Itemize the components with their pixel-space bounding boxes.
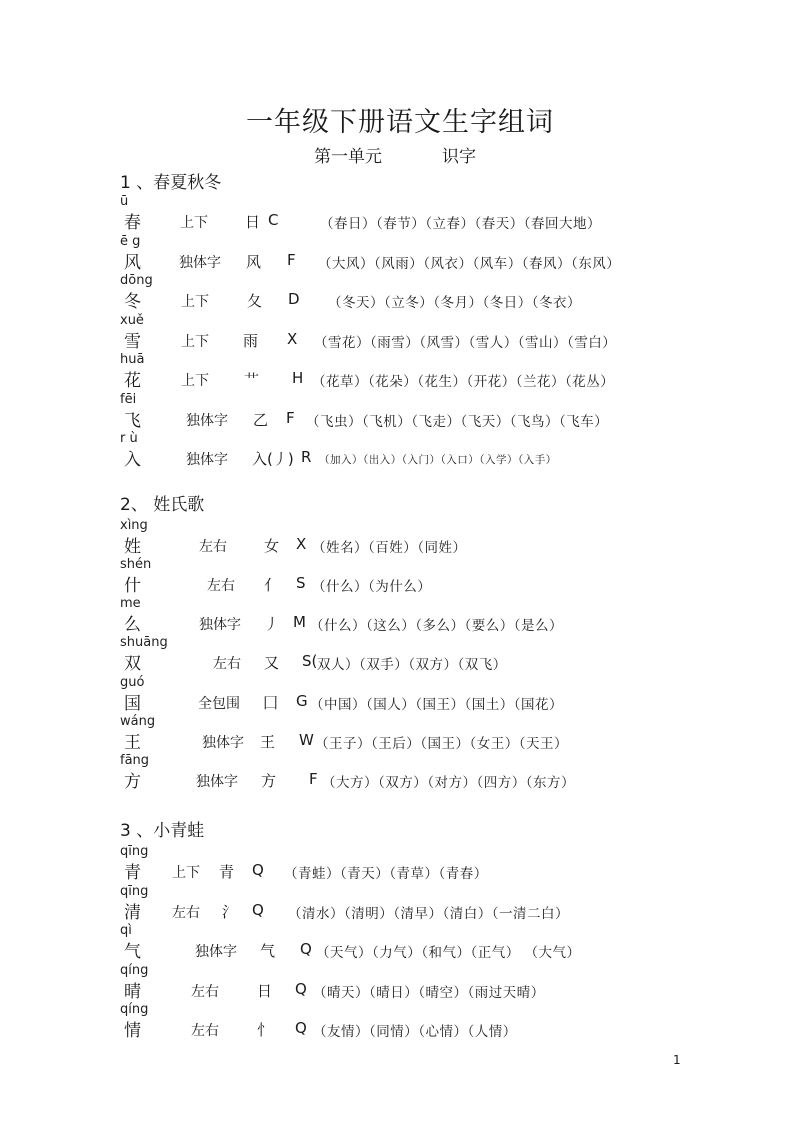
- index-letter: S: [296, 574, 306, 592]
- radical: 王: [260, 733, 276, 751]
- pinyin: ū: [120, 194, 129, 209]
- word-list: （冬天）（立冬）（冬月）（冬日）（冬衣）: [328, 295, 581, 311]
- radical: 风: [246, 253, 262, 271]
- radical: 日: [245, 213, 261, 231]
- radical: 日: [257, 982, 273, 1000]
- structure: 独体字: [199, 617, 241, 633]
- index-letter: H: [292, 369, 304, 387]
- structure: 左右: [191, 984, 219, 1000]
- pinyin: me: [120, 596, 141, 611]
- character-row: [0, 635, 800, 674]
- index-letter: F: [286, 409, 295, 427]
- radical: 女: [264, 537, 280, 555]
- word-list: （加入）（出入）（入门）（入口）（入学）（入手）: [319, 454, 557, 466]
- structure: 上下: [181, 334, 209, 350]
- structure: 独体字: [196, 774, 238, 790]
- character-row: [0, 753, 800, 792]
- character: 双: [124, 654, 141, 674]
- radical: 忄: [257, 1021, 273, 1039]
- section-heading: 2、 姓氏歌: [120, 495, 205, 515]
- structure: 独体字: [195, 944, 237, 960]
- pinyin: r ù: [120, 431, 138, 446]
- radical: 亻: [264, 576, 280, 594]
- character-row: [0, 675, 800, 714]
- radical: 乙: [253, 411, 269, 429]
- character-row: [0, 194, 800, 233]
- word-list: （花草）（花朵）（花生）（开花）（兰花）（花丛）: [312, 374, 615, 390]
- index-letter: X: [296, 535, 307, 553]
- radical: 方: [261, 772, 277, 790]
- structure: 独体字: [186, 452, 228, 468]
- structure: 上下: [172, 865, 200, 881]
- pinyin: ē g: [120, 234, 141, 249]
- word-list: （雪花）（雨雪）（风雪）（雪人）（雪山）（雪白）: [314, 335, 617, 351]
- character: 冬: [124, 292, 141, 312]
- index-letter: F: [287, 251, 296, 269]
- structure: 左右: [199, 539, 227, 555]
- word-list: （清水）（清明）（清早）（清白）（一清二白）: [288, 906, 569, 922]
- character-row: [0, 352, 800, 391]
- pinyin: guó: [120, 675, 145, 690]
- radical: 雨: [243, 332, 259, 350]
- radical: 青: [219, 863, 235, 881]
- structure: 上下: [181, 294, 209, 310]
- character-row: [0, 844, 800, 883]
- character: 飞: [124, 411, 141, 431]
- word-list: （什么）（为什么）: [312, 579, 432, 595]
- word-list: （姓名）（百姓）（同姓）: [312, 540, 467, 556]
- structure: 左右: [207, 578, 235, 594]
- pinyin: wáng: [120, 714, 156, 729]
- character: 王: [124, 733, 141, 753]
- character-row: [0, 1002, 800, 1041]
- structure: 上下: [180, 215, 208, 231]
- character-row: [0, 923, 800, 962]
- index-letter: Q: [252, 901, 264, 919]
- index-letter: Q: [252, 861, 264, 879]
- character-row: [0, 431, 800, 470]
- pinyin: qīng: [120, 844, 149, 859]
- pinyin: qì: [120, 923, 132, 938]
- index-letter: G: [296, 692, 308, 710]
- character-row: [0, 273, 800, 312]
- structure: 左右: [172, 905, 200, 921]
- character-row: [0, 313, 800, 352]
- index-letter: R: [301, 448, 312, 466]
- index-letter: S(: [302, 652, 318, 670]
- word-list: （中国）（国人）（国王）（国土）（国花）: [310, 697, 563, 713]
- word-list: （晴天）（晴日）（晴空）（雨过天晴）: [313, 985, 545, 1001]
- pinyin: shuāng: [120, 635, 168, 650]
- radical: 氵: [222, 903, 238, 921]
- structure: 独体字: [202, 735, 244, 751]
- structure: 左右: [191, 1023, 219, 1039]
- character: 清: [124, 903, 141, 923]
- pinyin: fāng: [120, 753, 150, 768]
- pinyin: huā: [120, 352, 145, 367]
- index-letter: M: [293, 613, 306, 631]
- character-row: [0, 557, 800, 596]
- section-heading: 3 、小青蛙: [120, 821, 205, 841]
- index-letter: F: [309, 770, 318, 788]
- character: 花: [124, 371, 141, 391]
- radical: 夂: [247, 292, 263, 310]
- page-number: 1: [673, 1053, 681, 1067]
- character: 风: [124, 253, 141, 273]
- structure: 上下: [181, 373, 209, 389]
- character: 雪: [124, 332, 141, 352]
- index-letter: X: [287, 330, 298, 348]
- pinyin: xìng: [120, 518, 148, 533]
- structure: 独体字: [179, 255, 221, 271]
- index-letter: W: [299, 731, 314, 749]
- word-list: （春日）（春节）（立春）（春天）（春回大地）: [320, 216, 601, 232]
- character: 国: [124, 694, 141, 714]
- word-list: （王子）（王后）（国王）（女王）（天王）: [315, 736, 568, 752]
- character-row: [0, 518, 800, 557]
- index-letter: Q: [295, 1019, 307, 1037]
- word-list: （什么）（这么）（多么）（要么）（是么）: [310, 618, 563, 634]
- character: 姓: [124, 537, 141, 557]
- pinyin: shén: [120, 557, 152, 572]
- radical: 入(丿): [252, 450, 294, 468]
- structure: 独体字: [186, 413, 228, 429]
- character-row: [0, 596, 800, 635]
- pinyin: qíng: [120, 963, 149, 978]
- pinyin: dōng: [120, 273, 153, 288]
- pinyin: xuě: [120, 313, 144, 328]
- index-letter: C: [268, 211, 279, 229]
- radical: 囗: [263, 694, 279, 712]
- radical: 气: [260, 942, 276, 960]
- character: 气: [124, 942, 141, 962]
- character-row: [0, 234, 800, 273]
- character-row: [0, 884, 800, 923]
- radical: 艹: [244, 371, 260, 389]
- pinyin: qíng: [120, 1002, 149, 1017]
- pinyin: fēi: [120, 392, 137, 407]
- character: 春: [124, 213, 141, 233]
- character: 晴: [124, 982, 141, 1002]
- character: 么: [124, 615, 141, 635]
- section-heading: 1 、春夏秋冬: [120, 173, 222, 193]
- character: 青: [124, 863, 141, 883]
- radical: 丿: [264, 615, 280, 633]
- index-letter: Q: [295, 980, 307, 998]
- unit-type: 识字: [442, 147, 476, 167]
- word-list: （大风）（风雨）（风衣）（风车）（春风）（东风）: [318, 256, 621, 272]
- page-subtitle: [314, 142, 476, 167]
- word-list: （友情）（同情）（心情）（人情）: [313, 1024, 517, 1040]
- pinyin: qīng: [120, 884, 149, 899]
- structure: 左右: [213, 656, 241, 672]
- character: 入: [124, 450, 141, 470]
- word-list: （青蛙）（青天）（青草）（青春）: [284, 866, 488, 882]
- character: 方: [124, 772, 141, 792]
- unit-label: 第一单元: [314, 147, 382, 167]
- character: 情: [124, 1021, 141, 1041]
- character-row: [0, 392, 800, 431]
- page-title: 一年级下册语文生字组词: [246, 107, 554, 138]
- character-row: [0, 963, 800, 1002]
- radical: 又: [264, 654, 280, 672]
- index-letter: D: [288, 290, 300, 308]
- structure: 全包围: [198, 696, 240, 712]
- character: 什: [124, 576, 141, 596]
- word-list: （飞虫）（飞机）（飞走）（飞天）（飞鸟）（飞车）: [306, 414, 609, 430]
- word-list: （大方）（双方）（对方）（四方）（东方）: [322, 775, 575, 791]
- word-list: （天气）（力气）（和气）（正气） （大气）: [316, 945, 581, 961]
- index-letter: Q: [300, 940, 312, 958]
- character-row: [0, 714, 800, 753]
- word-list: 双人）（双手）（双方）（双飞）: [317, 657, 507, 673]
